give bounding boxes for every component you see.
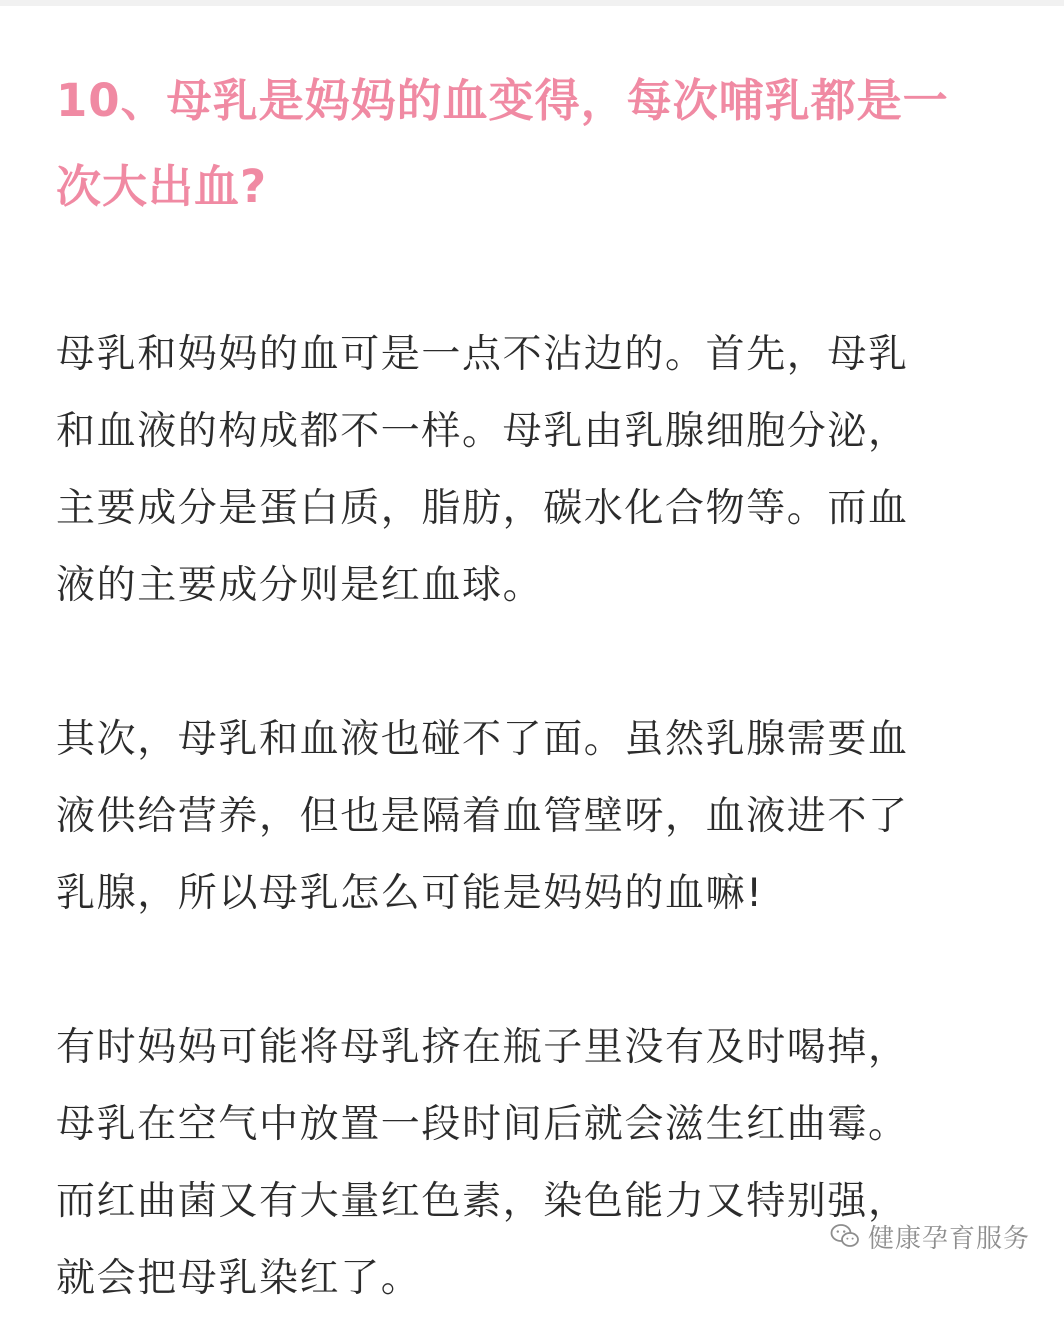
heading-line: 10、母乳是妈妈的血变得，每次哺乳都是一 [56, 74, 949, 127]
text-line: 母乳在空气中放置一段时间后就会滋生红曲霉。 [56, 1102, 909, 1147]
spacer [56, 932, 1031, 1009]
text-line: 其次，母乳和血液也碰不了面。虽然乳腺需要血 [56, 717, 909, 762]
paragraph-2 [56, 701, 1031, 932]
text-line: 主要成分是蛋白质，脂肪，碳水化合物等。而血 [56, 486, 909, 531]
paragraph-3 [56, 1009, 1031, 1317]
text-line: 乳腺，所以母乳怎么可能是妈妈的血嘛! [56, 871, 764, 916]
heading-line: 次大出血? [56, 160, 268, 213]
text-line: 而红曲菌又有大量红色素，染色能力又特别强， [56, 1179, 909, 1224]
watermark-text: 健康孕育服务 [867, 1223, 1030, 1254]
top-divider [0, 0, 1064, 6]
text-line: 和血液的构成都不一样。母乳由乳腺细胞分泌， [56, 409, 909, 454]
text-line: 有时妈妈可能将母乳挤在瓶子里没有及时喝掉， [56, 1025, 909, 1070]
wechat-icon [830, 1223, 860, 1249]
text-line: 就会把母乳染红了。 [56, 1256, 422, 1301]
article-body [56, 58, 1031, 1317]
paragraph-1 [56, 316, 1031, 624]
spacer [56, 624, 1031, 701]
article-heading [56, 58, 1031, 230]
text-line: 液的主要成分则是红血球。 [56, 563, 544, 608]
spacer [56, 230, 1031, 316]
text-line: 母乳和妈妈的血可是一点不沾边的。首先，母乳 [56, 332, 909, 377]
source-watermark [830, 1214, 1030, 1258]
text-line: 液供给营养，但也是隔着血管壁呀，血液进不了 [56, 794, 909, 839]
